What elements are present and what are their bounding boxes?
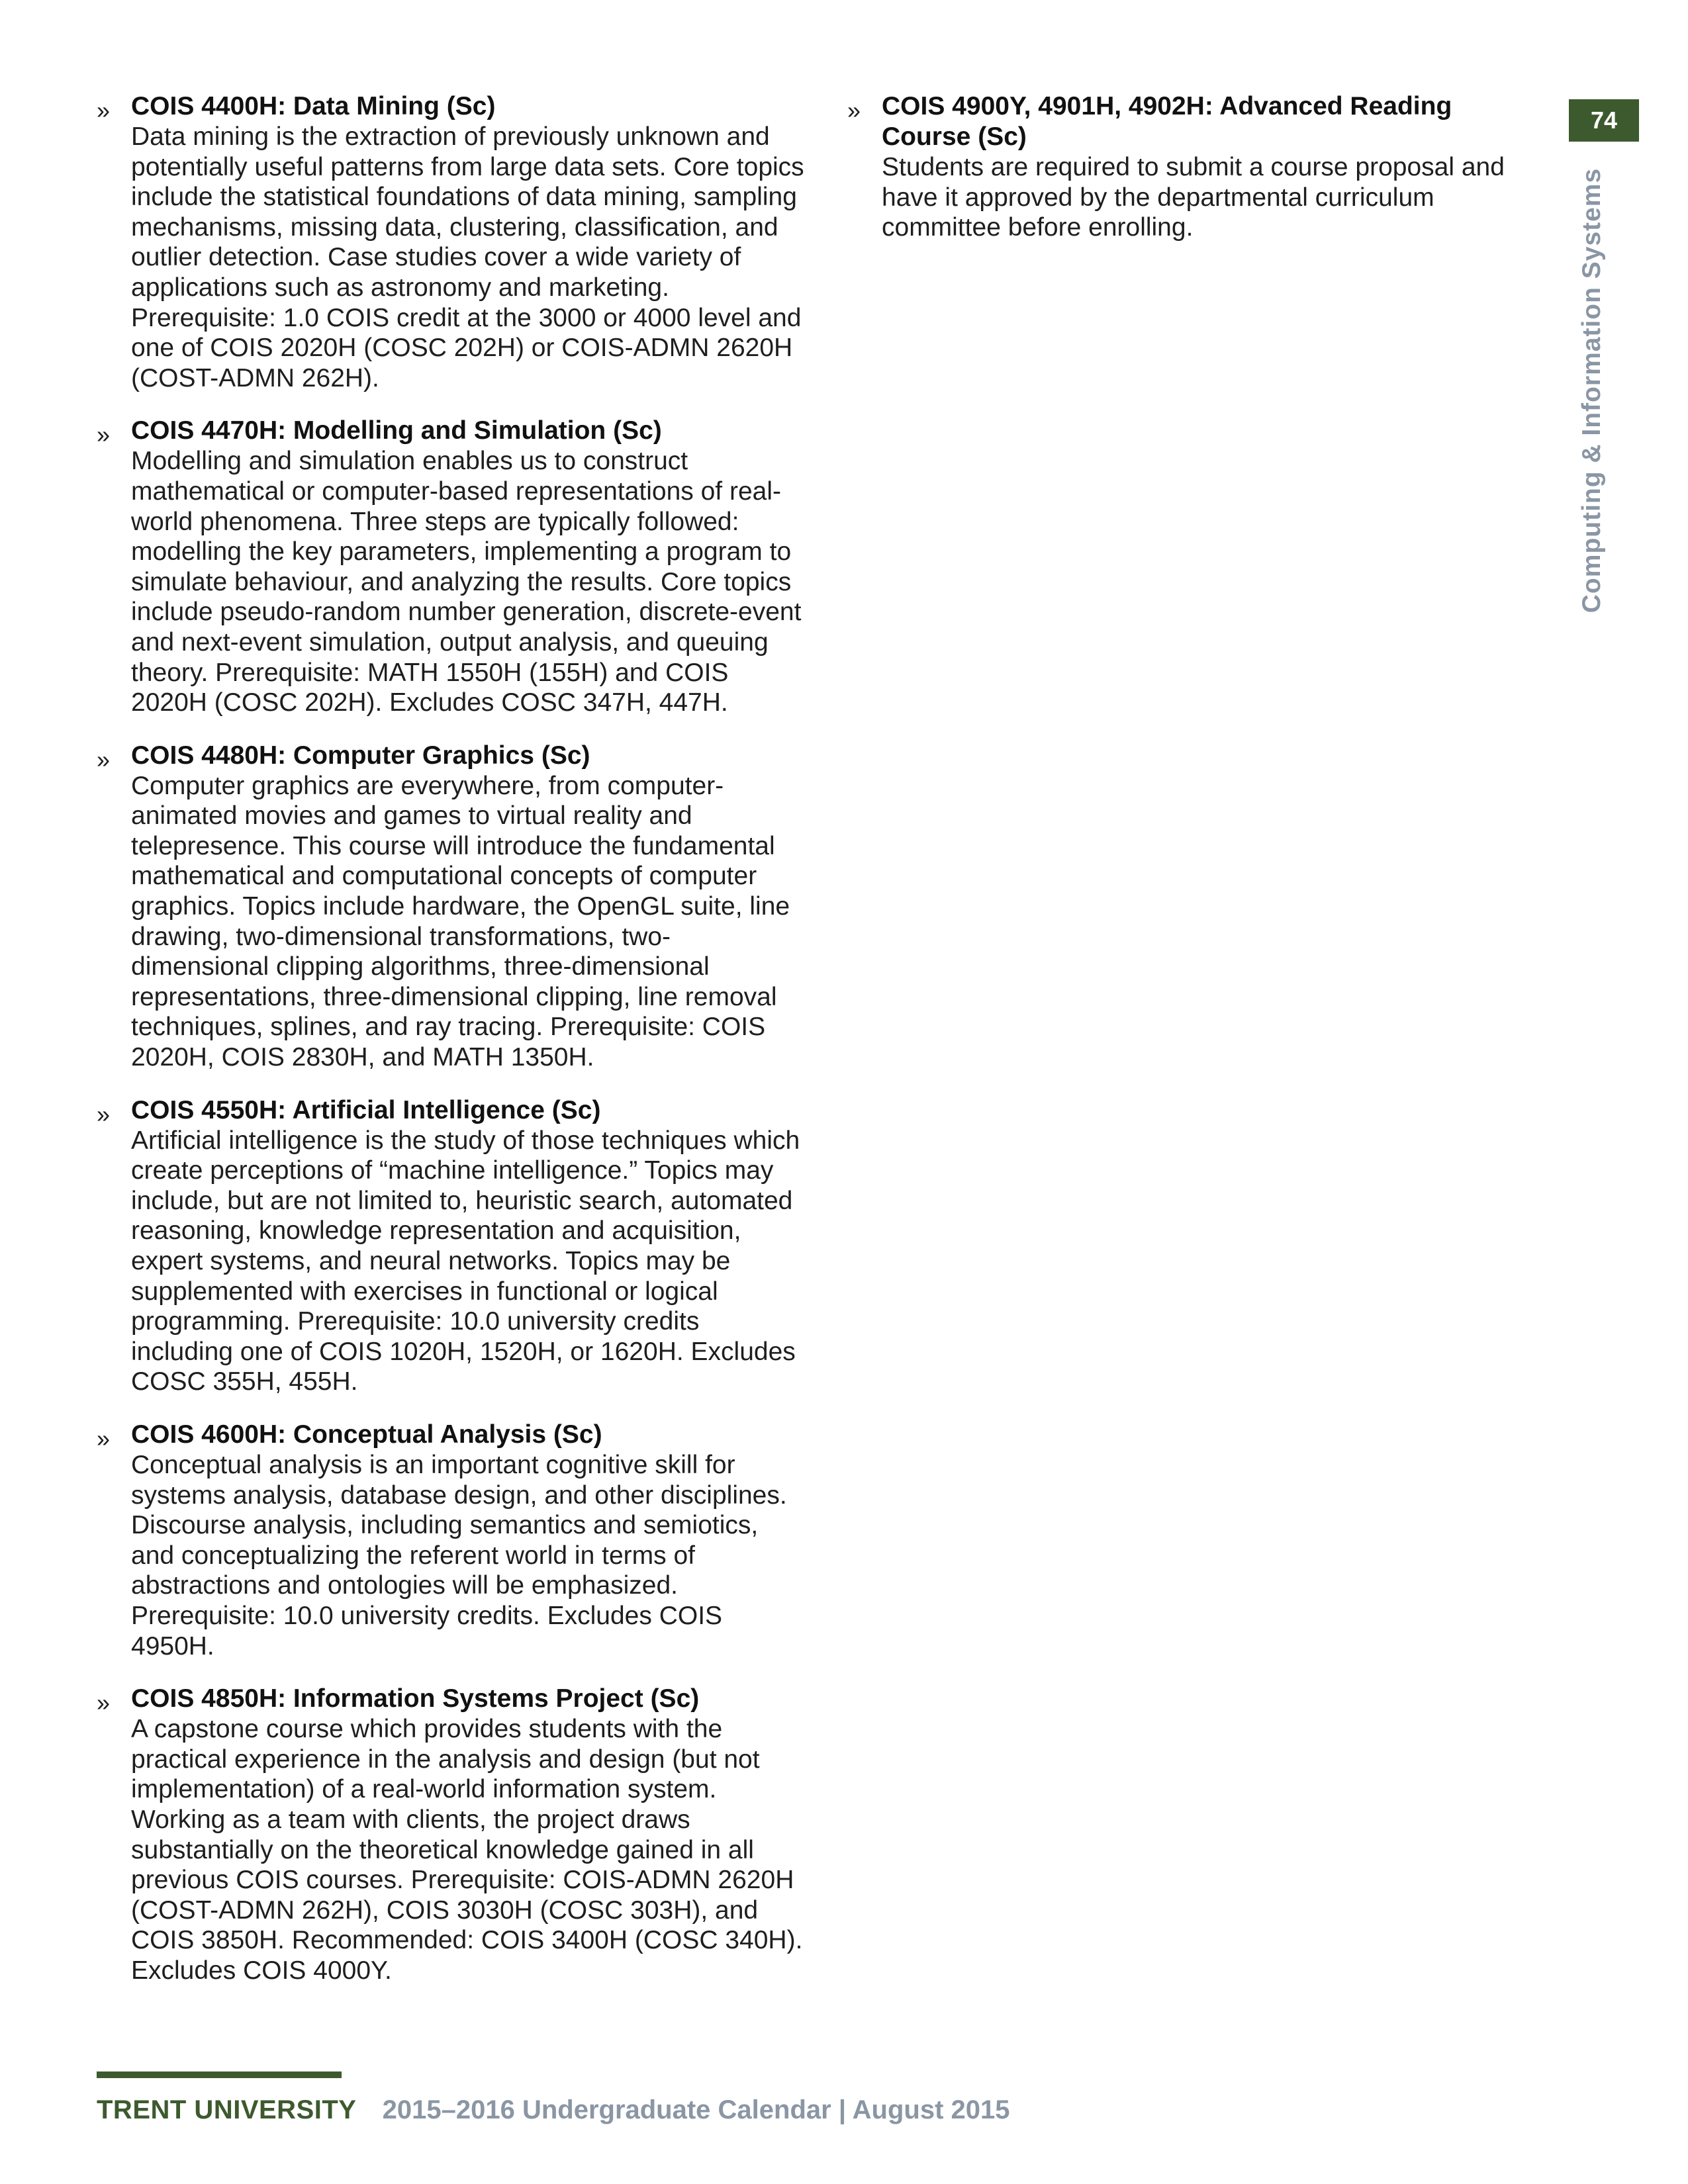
course-title: COIS 4550H: Artificial Intelligence (Sc) <box>131 1095 601 1124</box>
course-entry <box>97 1684 805 1985</box>
course-description: Conceptual analysis is an important cognitive skill for systems analysis, database design, and other disciplines. Discourse analysis, including semantics and semiotics, and conceptualizing the referent world in terms of abstractions and ontologies will be emphasized. Prerequisite: 10.0 university credits. Excludes COIS 4950H. <box>131 1450 787 1661</box>
footer-calendar: 2015–2016 Undergraduate Calendar | August 2015 <box>382 2095 1010 2124</box>
course-description: Data mining is the extraction of previously unknown and potentially useful patterns from large data sets. Core topics include the statistical foundations of data mining, sampling mechanisms, missing data, clustering, classification, and outlier detection. Case studies cover a wide variety of applications such as astronomy and marketing. Prerequisite: 1.0 COIS credit at the 3000 or 4000 level and one of COIS 2020H (COSC 202H) or COIS-ADMN 2620H (COST-ADMN 262H). <box>131 122 804 392</box>
course-entry <box>97 1420 805 1661</box>
bullet-icon: » <box>97 1424 111 1452</box>
course-title: COIS 4480H: Computer Graphics (Sc) <box>131 741 590 770</box>
course-entry <box>97 416 805 717</box>
footer-rule <box>97 2071 342 2078</box>
page-number-badge: 74 <box>1569 99 1639 142</box>
course-entry <box>97 1095 805 1397</box>
course-entry <box>97 91 805 393</box>
course-title: COIS 4900Y, 4901H, 4902H: Advanced Reading Course (Sc) <box>882 92 1452 151</box>
course-description: Computer graphics are everywhere, from computer-animated movies and games to virtual reality and telepresence. This course will introduce the fundamental mathematical and computational concepts of computer graphics. Topics include hardware, the OpenGL suite, line drawing, two-dimensional transformations, two-dimensional clipping algorithms, three-dimensional representations, three-dimensional clipping, line removal techniques, splines, and ray tracing. Prerequisite: COIS 2020H, COIS 2830H, and MATH 1350H. <box>131 771 790 1072</box>
bullet-icon: » <box>97 1100 111 1128</box>
course-title: COIS 4470H: Modelling and Simulation (Sc) <box>131 416 662 445</box>
course-title: COIS 4600H: Conceptual Analysis (Sc) <box>131 1420 602 1449</box>
course-description: Artificial intelligence is the study of those techniques which create perceptions of “machine intelligence.” Topics may include, but are not limited to, heuristic search, automated reasoning, knowledge representation and acquisition, expert systems, and neural networks. Topics may be supplemented with exercises in functional or logical programming. Prerequisite: 10.0 university credits including one of COIS 1020H, 1520H, or 1620H. Excludes COSC 355H, 455H. <box>131 1126 800 1396</box>
bullet-icon: » <box>97 745 111 773</box>
course-entry <box>97 741 805 1073</box>
footer-university: TRENT UNIVERSITY <box>97 2095 357 2124</box>
footer <box>97 2095 1010 2125</box>
right-column <box>847 91 1536 265</box>
course-title: COIS 4850H: Information Systems Project (Sc) <box>131 1684 700 1713</box>
section-side-label: Computing & Information Systems <box>1577 167 1606 614</box>
course-description: Students are required to submit a course proposal and have it approved by the departmental curriculum committee before enrolling. <box>882 153 1505 242</box>
course-title: COIS 4400H: Data Mining (Sc) <box>131 92 496 120</box>
bullet-icon: » <box>97 421 111 449</box>
bullet-icon: » <box>847 97 861 124</box>
course-description: A capstone course which provides students with the practical experience in the analysis and design (but not implementation) of a real-world information system. Working as a team with clients, the project draws substantially on the theoretical knowledge gained in all previous COIS courses. Prerequisite: COIS-ADMN 2620H (COST-ADMN 262H), COIS 3030H (COSC 303H), and COIS 3850H. Recommended: COIS 3400H (COSC 340H). Excludes COIS 4000Y. <box>131 1715 803 1985</box>
bullet-icon: » <box>97 1689 111 1717</box>
course-entry <box>847 91 1536 243</box>
course-description: Modelling and simulation enables us to construct mathematical or computer-based representations of real-world phenomena. Three steps are typically followed: modelling the key parameters, implementing a program to simulate behaviour, and analyzing the results. Core topics include pseudo-random number generation, discrete-event and next-event simulation, output analysis, and queuing theory. Prerequisite: MATH 1550H (155H) and COIS 2020H (COSC 202H). Excludes COSC 347H, 447H. <box>131 447 802 717</box>
bullet-icon: » <box>97 97 111 124</box>
left-column <box>97 91 805 2008</box>
